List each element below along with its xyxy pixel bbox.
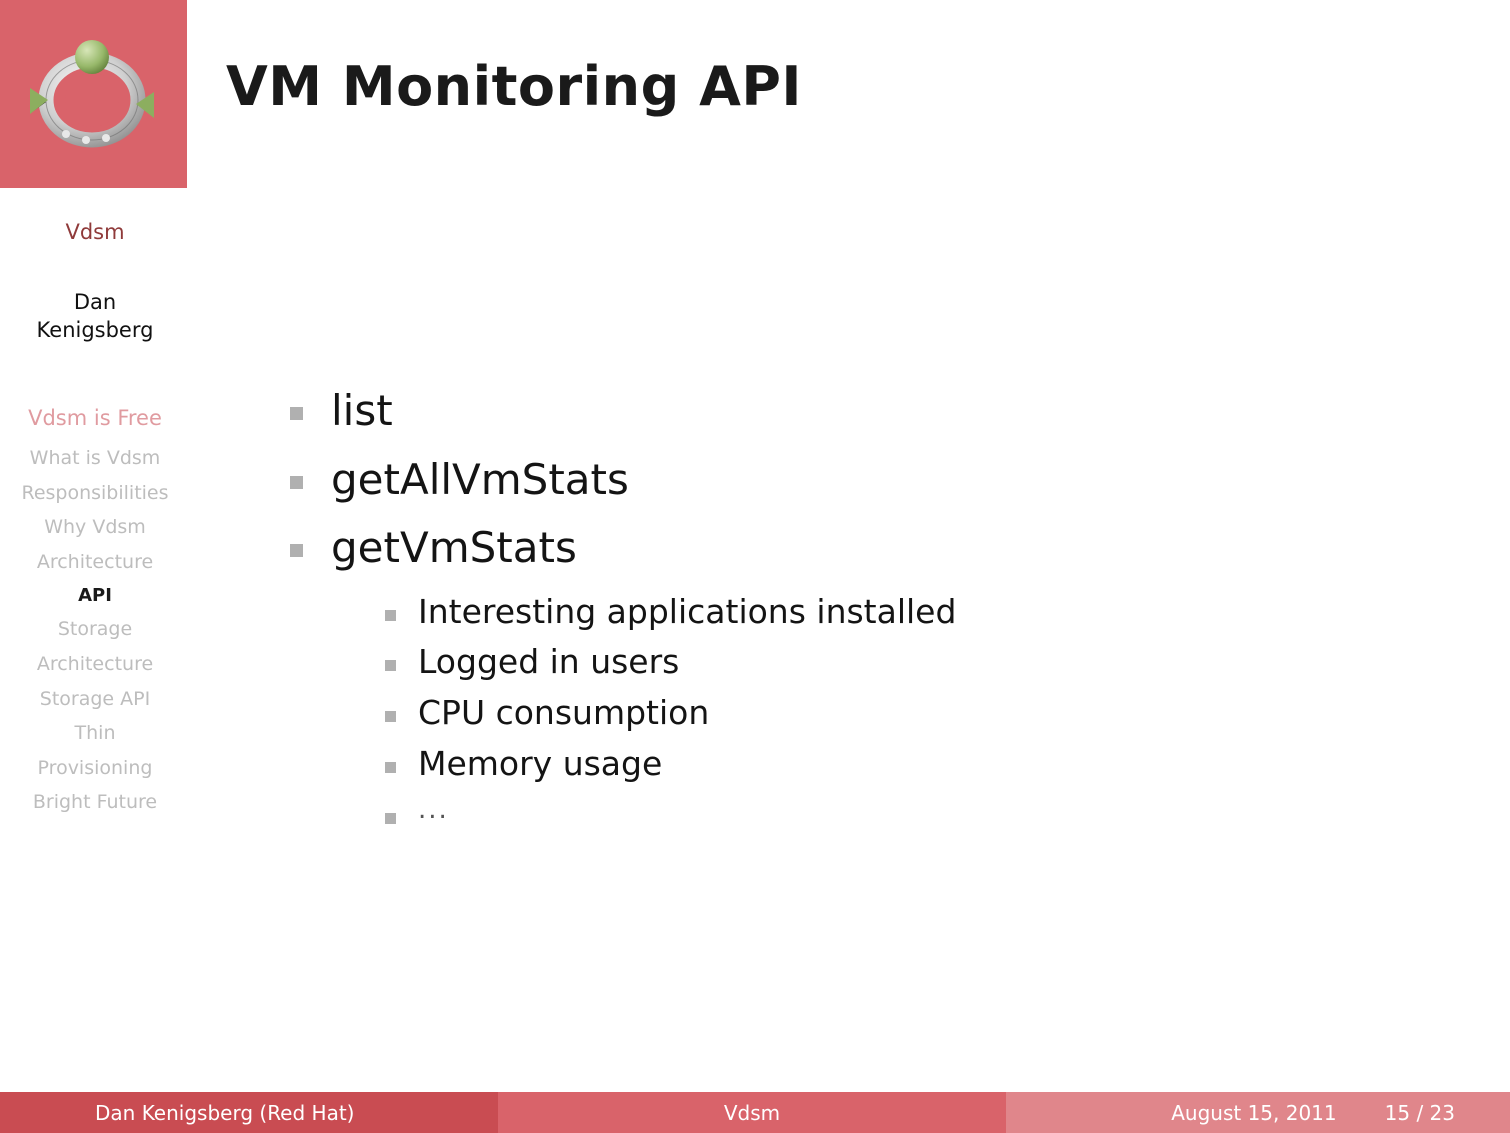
logo-block bbox=[0, 0, 187, 188]
square-bullet-icon bbox=[385, 610, 396, 621]
vdsm-ring-logo-icon bbox=[26, 30, 158, 158]
sub-list-item bbox=[385, 743, 1440, 786]
footer-author: Dan Kenigsberg (Red Hat) bbox=[0, 1092, 498, 1133]
sidebar-item-provisioning[interactable]: Provisioning bbox=[37, 756, 153, 779]
sidebar-author bbox=[0, 288, 190, 345]
sub-list-item bbox=[385, 794, 1440, 828]
sidebar-item-vdsm-is-free[interactable]: Vdsm is Free bbox=[28, 405, 162, 430]
footer-page-number: 15 / 23 bbox=[1384, 1100, 1455, 1125]
sidebar-item-thin[interactable]: Thin bbox=[74, 722, 116, 745]
square-bullet-icon bbox=[385, 660, 396, 671]
list-item-label: getAllVmStats bbox=[331, 454, 629, 504]
slide-body bbox=[290, 385, 1440, 836]
sub-list-item-label: Logged in users bbox=[418, 642, 680, 682]
sidebar-item-storage[interactable]: Storage bbox=[57, 618, 133, 641]
sidebar-talk-title[interactable]: Vdsm bbox=[65, 220, 125, 244]
footer-right bbox=[1006, 1092, 1510, 1133]
sub-list-item-label: ... bbox=[418, 795, 449, 826]
square-bullet-icon bbox=[385, 711, 396, 722]
footer-talk: Vdsm bbox=[498, 1092, 1006, 1133]
footer bbox=[0, 1092, 1510, 1133]
sub-list-item-label: CPU consumption bbox=[418, 693, 710, 733]
sidebar-sections bbox=[0, 403, 190, 817]
footer-date: August 15, 2011 bbox=[1171, 1100, 1337, 1125]
sidebar-item-why-vdsm[interactable]: Why Vdsm bbox=[44, 516, 146, 539]
list-item bbox=[290, 454, 1440, 507]
sidebar-item-api[interactable]: API bbox=[78, 585, 112, 607]
square-bullet-icon bbox=[290, 544, 303, 557]
sidebar-item-storage-architecture[interactable]: Architecture bbox=[36, 652, 154, 675]
page-title: VM Monitoring API bbox=[226, 55, 803, 118]
square-bullet-icon bbox=[290, 476, 303, 489]
sidebar-item-architecture[interactable]: Architecture bbox=[36, 550, 154, 573]
sub-list bbox=[385, 591, 1440, 828]
square-bullet-icon bbox=[290, 407, 303, 420]
sidebar bbox=[0, 200, 190, 824]
sub-list-item bbox=[385, 591, 1440, 634]
sub-list-item-label: Interesting applications installed bbox=[418, 591, 957, 631]
sidebar-item-bright-future[interactable]: Bright Future bbox=[32, 791, 158, 814]
list-item bbox=[290, 522, 1440, 575]
list-item bbox=[290, 385, 1440, 438]
square-bullet-icon bbox=[385, 762, 396, 773]
sub-list-item-label: Memory usage bbox=[418, 744, 663, 784]
sidebar-author-line2: Kenigsberg bbox=[36, 318, 154, 343]
list-item-label: getVmStats bbox=[331, 523, 577, 572]
square-bullet-icon bbox=[385, 813, 396, 824]
sidebar-item-responsibilities[interactable]: Responsibilities bbox=[21, 481, 169, 504]
sub-list-item bbox=[385, 692, 1440, 735]
sidebar-author-line1: Dan bbox=[73, 290, 117, 314]
sidebar-item-storage-api[interactable]: Storage API bbox=[39, 687, 151, 710]
sidebar-item-what-is-vdsm[interactable]: What is Vdsm bbox=[29, 447, 161, 470]
sub-list-item bbox=[385, 641, 1440, 684]
list-item-label: list bbox=[331, 386, 393, 435]
